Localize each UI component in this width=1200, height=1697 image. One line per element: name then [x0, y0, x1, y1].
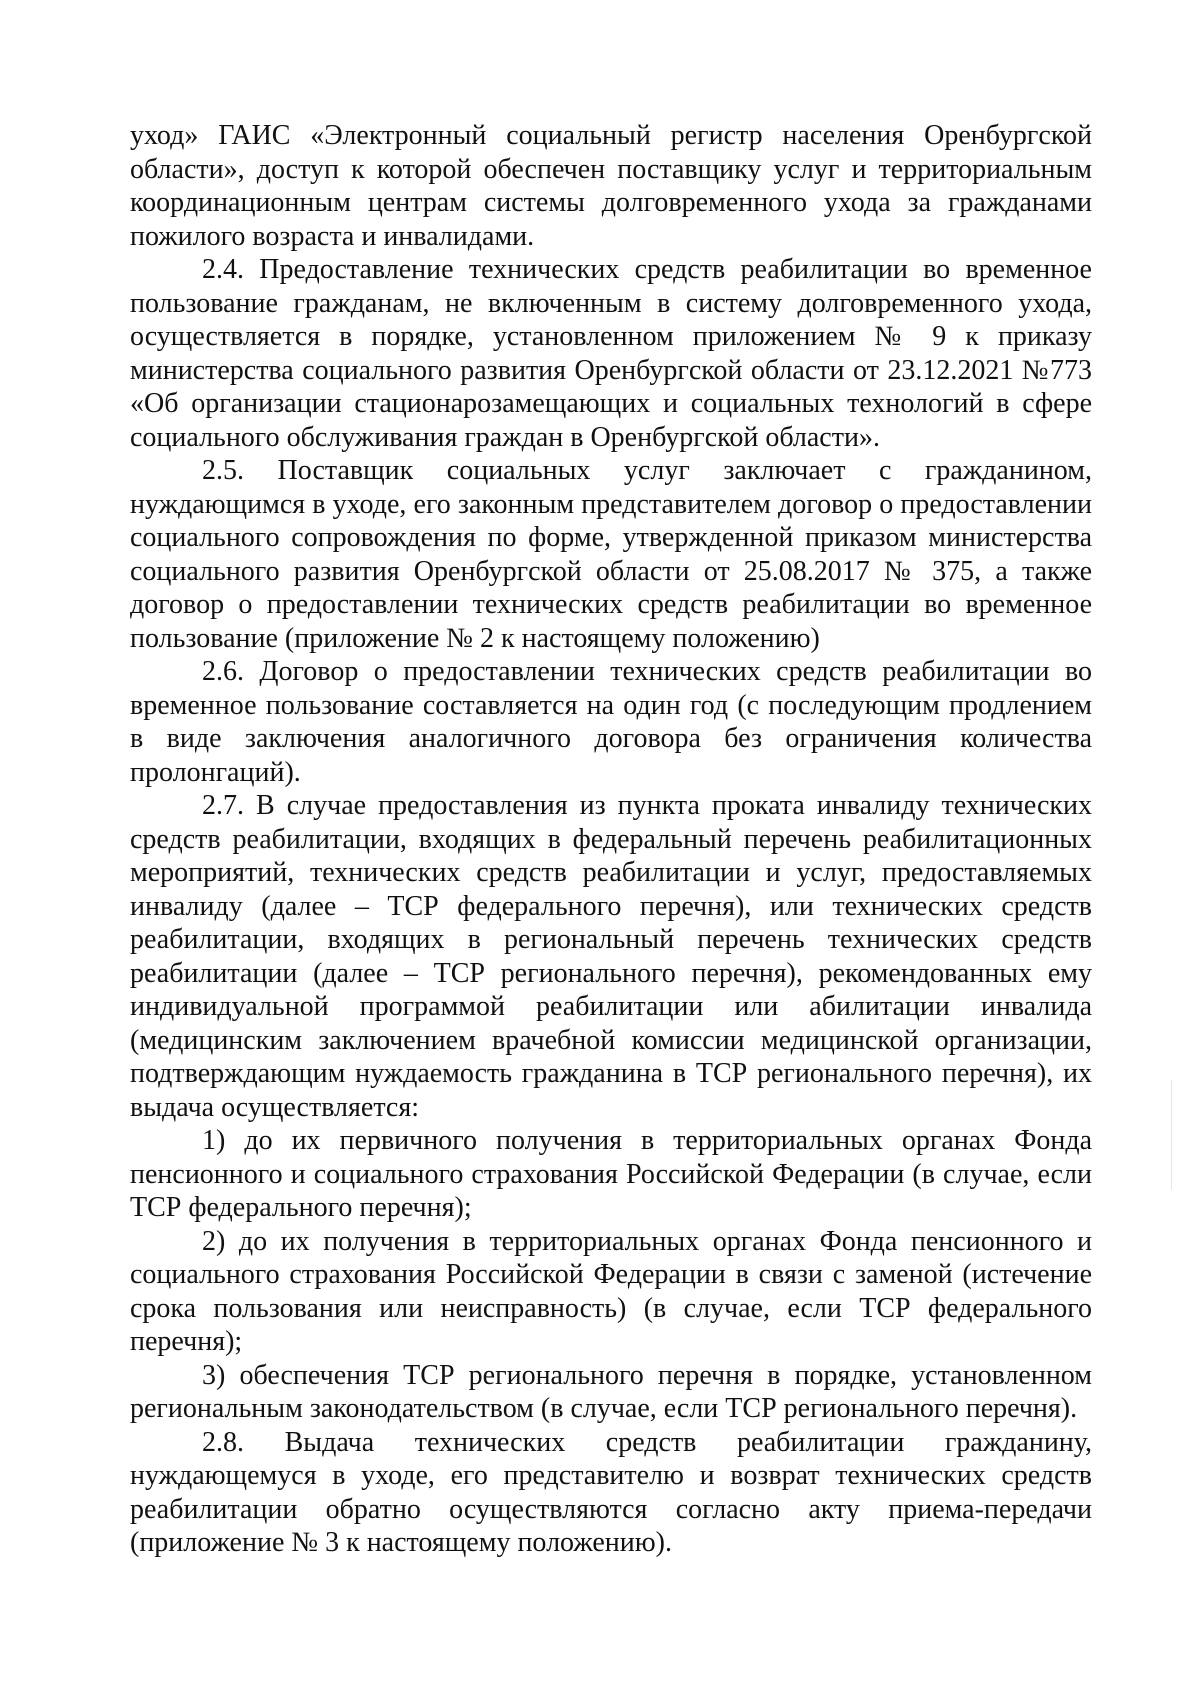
paragraph-2-6: 2.6. Договор о предоставлении технических средств реабилитации во временное пользование составляется на один год (с последующим продлением в виде заключения аналогичного договора без ограничения количества пролонгаций).: [130, 656, 1092, 788]
paragraph-2-5: 2.5. Поставщик социальных услуг заключает с гражданином, нуждающимся в уходе, его законным представителем договор о предоставлении социального сопровождения по форме, утвержденной приказом министерства социального развития Оренбургской области от 25.08.2017 № 375, а также договор о предоставлении технических средств реабилитации во временное пользование (приложение № 2 к настоящему положению): [130, 455, 1092, 654]
document-body: [130, 119, 1092, 1560]
paragraph-2-4: 2.4. Предоставление технических средств реабилитации во временное пользование гражданам, не включенным в систему долговременного ухода, осуществляется в порядке, установленном приложением № 9 к приказу министерства социального развития Оренбургской области от 23.12.2021 №773 «Об организации стационарозамещающих и социальных технологий в сфере социального обслуживания граждан в Оренбургской области».: [130, 254, 1092, 453]
list-item-2: 2) до их получения в территориальных органах Фонда пенсионного и социального страхования Российской Федерации в связи с заменой (истечение срока пользования или неисправность) (в случае, если ТСР федерального перечня);: [130, 1225, 1092, 1357]
paragraph-2-8: 2.8. Выдача технических средств реабилитации гражданину, нуждающемуся в уходе, его представителю и возврат технических средств реабилитации обратно осуществляются согласно акту приема-передачи (приложение № 3 к настоящему положению).: [130, 1426, 1092, 1558]
list-item-1: 1) до их первичного получения в территориальных органах Фонда пенсионного и социального страхования Российской Федерации (в случае, если ТСР федерального перечня);: [130, 1125, 1092, 1223]
paragraph-continuation: уход» ГАИС «Электронный социальный регистр населения Оренбургской области», доступ к которой обеспечен поставщику услуг и территориальным координационным центрам системы долговременного ухода за гражданами пожилого возраста и инвалидами.: [130, 120, 1092, 252]
list-item-3: 3) обеспечения ТСР регионального перечня в порядке, установленном региональным законодательством (в случае, если ТСР регионального перечня).: [130, 1359, 1092, 1424]
scan-edge-mark: [1171, 1080, 1172, 1190]
paragraph-2-7: 2.7. В случае предоставления из пункта проката инвалиду технических средств реабилитации, входящих в федеральный перечень реабилитационных мероприятий, технических средств реабилитации и услуг, предоставляемых инвалиду (далее – ТСР федерального перечня), или технических средств реабилитации, входящих в региональный перечень технических средств реабилитации (далее – ТСР регионального перечня), рекомендованных ему индивидуальной программой реабилитации или абилитации инвалида (медицинским заключением врачебной комиссии медицинской организации, подтверждающим нуждаемость гражданина в ТСР регионального перечня), их выдача осуществляется:: [130, 790, 1092, 1123]
